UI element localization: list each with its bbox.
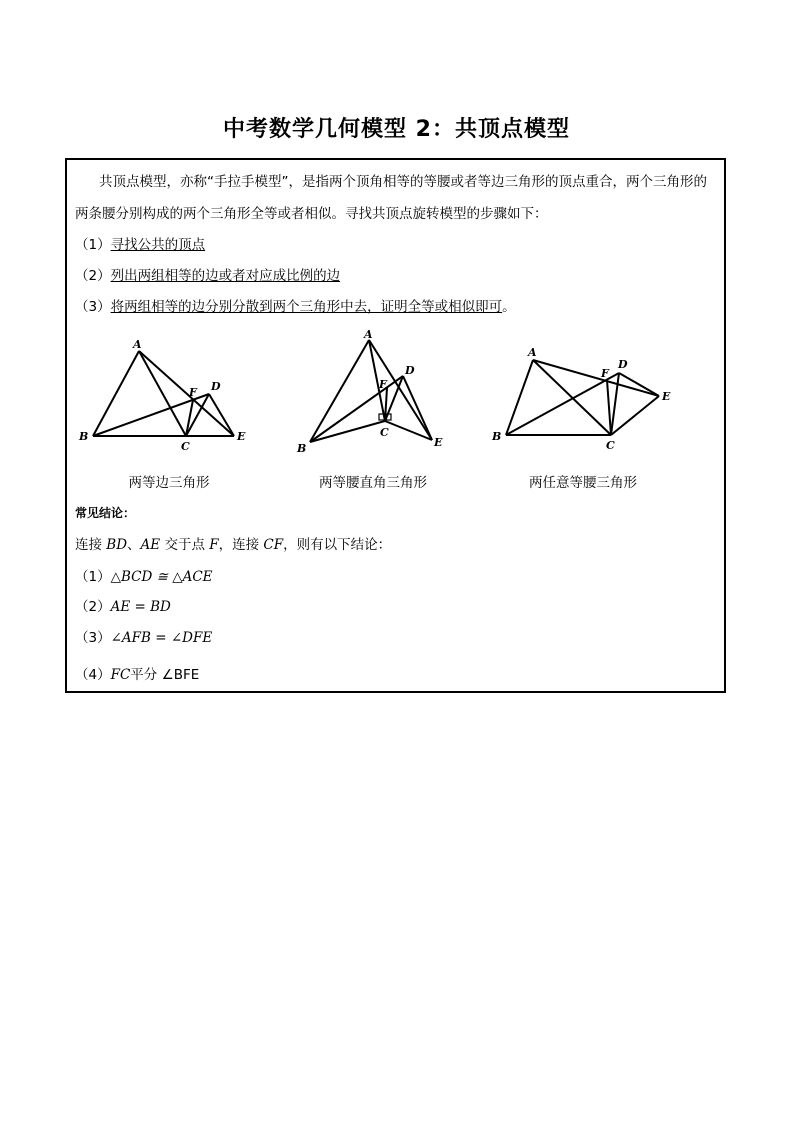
diagram-caption: 两等腰直角三角形 [319, 475, 427, 491]
edge-cf [607, 380, 611, 435]
vertex-label: B [492, 430, 502, 443]
step-number: （2） [75, 268, 111, 284]
step-3 [75, 295, 516, 315]
conclusion-heading: 常见结论： [75, 506, 136, 520]
page-title: 中考数学几何模型 2：共顶点模型 [223, 117, 570, 142]
conclusion-number: （2） [75, 599, 111, 615]
step-number: （1） [75, 237, 111, 253]
conclusion-math: ∠AFB = ∠DFE [110, 630, 213, 646]
edge-ab [506, 360, 533, 435]
step-text: 列出两组相等的边或者对应成比例的边 [110, 268, 341, 284]
edge-ab [93, 351, 139, 436]
edge-ae [139, 351, 234, 436]
vertex-label: F [379, 378, 387, 391]
step-text: 将两组相等的边分别分散到两个三角形中去，证明全等或相似即可 [110, 299, 503, 315]
vertex-label: C [380, 426, 389, 439]
edge-bd [93, 394, 209, 436]
conclusion-suffix: 平分 ∠BFE [130, 667, 200, 683]
edge-ac [139, 351, 186, 436]
diagram-isosceles-right [295, 328, 455, 458]
conclusion-number: （4） [75, 667, 111, 683]
conclusion-2 [75, 595, 171, 615]
vertex-label: D [618, 358, 628, 371]
math-cf: CF [263, 537, 284, 553]
edge-ab [310, 340, 369, 442]
text: 连接 [75, 537, 107, 553]
math-bd: BD [106, 537, 128, 553]
diagram-equilateral [77, 332, 257, 452]
diagram-caption: 两任意等腰三角形 [529, 475, 637, 491]
vertex-label: F [189, 386, 197, 399]
conclusion-math: AE = BD [110, 599, 171, 615]
text: ，则有以下结论： [283, 537, 392, 553]
content-box [65, 158, 726, 693]
edge-de [209, 394, 234, 436]
vertex-label: F [601, 367, 609, 380]
conclusion-3 [75, 626, 212, 646]
step-2 [75, 264, 340, 284]
conclusion-intro [75, 533, 391, 553]
intro-line-2: 两条腰分别构成的两个三角形全等或者相似。寻找共顶点旋转模型的步骤如下： [75, 206, 548, 222]
vertex-label: C [181, 440, 190, 452]
vertex-label: B [79, 430, 89, 443]
step-text: 寻找公共的顶点 [110, 237, 206, 253]
text: ，连接 [218, 537, 264, 553]
vertex-label: E [237, 430, 246, 443]
diagram-caption: 两等边三角形 [128, 475, 210, 491]
conclusion-math: △BCD ≅ △ACE [110, 569, 213, 585]
conclusion-1 [75, 565, 213, 585]
text: 、 [127, 537, 141, 553]
diagram-isosceles [489, 336, 679, 451]
intro-line-1: 共顶点模型，亦称“手拉手模型”，是指两个顶角相等的等腰或者等边三角形的顶点重合，两个三角形的 [99, 174, 707, 190]
math-f: F [209, 537, 219, 553]
math-ae: AE [140, 537, 161, 553]
conclusion-4 [75, 663, 199, 683]
vertex-label: A [133, 338, 142, 351]
vertex-label: A [528, 346, 537, 359]
step-suffix: 。 [502, 299, 516, 315]
step-1 [75, 233, 205, 253]
vertex-label: C [606, 439, 615, 451]
vertex-label: B [297, 442, 307, 455]
conclusion-number: （3） [75, 630, 111, 646]
conclusion-number: （1） [75, 569, 111, 585]
vertex-label: D [405, 364, 415, 377]
edge-ce [611, 396, 659, 435]
edge-de [619, 373, 659, 396]
vertex-label: A [364, 328, 373, 341]
vertex-label: E [662, 390, 671, 403]
text: 交于点 [160, 537, 210, 553]
step-number: （3） [75, 299, 111, 315]
conclusion-math: FC [110, 667, 131, 683]
vertex-label: E [434, 436, 443, 449]
vertex-label: D [211, 380, 221, 393]
